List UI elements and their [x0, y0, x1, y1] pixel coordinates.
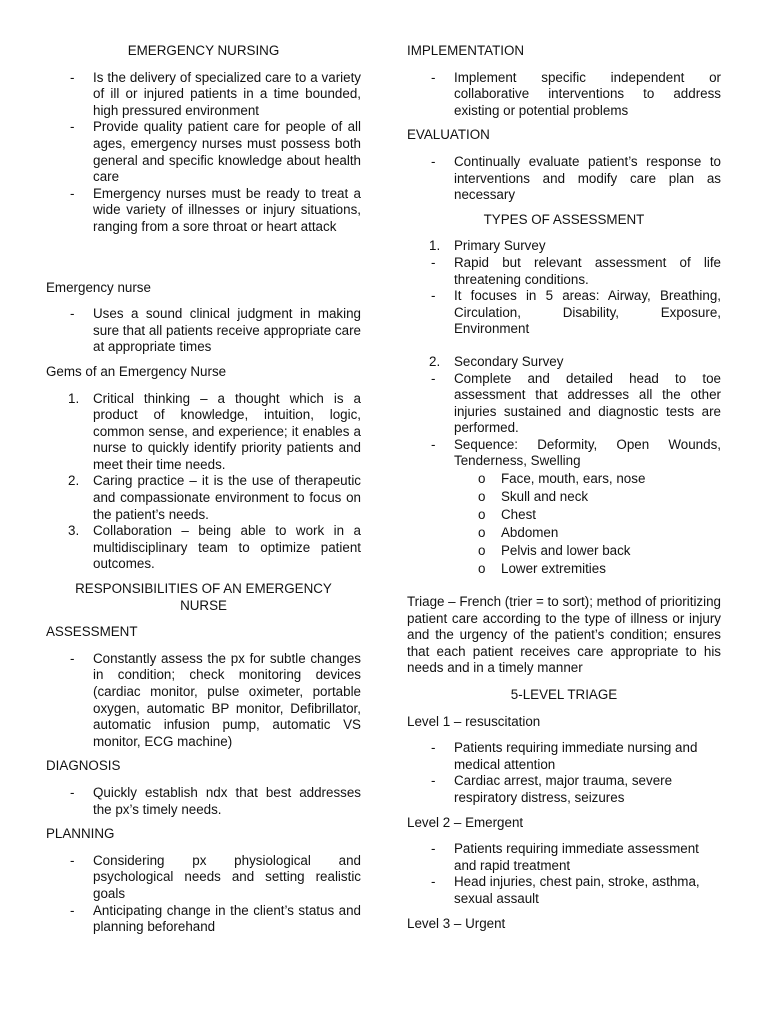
- assessment-label: ASSESSMENT: [46, 624, 138, 640]
- list-item: - Complete and detailed head to toe assessment that addresses all the other injuries sustained and diagnostic tests are performed.: [431, 370, 721, 436]
- list-item: - Patients requiring immediate nursing and medical attention: [431, 740, 698, 772]
- implementation-list: [407, 70, 721, 120]
- level-2-label: Level 2 – Emergent: [407, 814, 524, 830]
- list-item: o Abdomen: [478, 525, 559, 541]
- list-item: - Continually evaluate patient’s response to interventions and modify care plan as necessary: [431, 153, 721, 203]
- list-item: - Anticipating change in the client’s status and planning beforehand: [70, 902, 361, 935]
- list-item: - Sequence: Deformity, Open Wounds, Tenderness, Swelling: [431, 436, 721, 469]
- level-3-label: Level 3 – Urgent: [407, 915, 506, 931]
- assessment-list: [46, 651, 361, 751]
- list-item: - Constantly assess the px for subtle changes in condition; check monitoring devices (cardiac monitor, pulse oximeter, portable oxygen, automatic BP monitor, Defibrillator, automatic infusion pump, automatic VS monitor, ECG machine): [70, 650, 361, 749]
- five-level-triage-heading: 5-LEVEL TRIAGE: [510, 687, 618, 703]
- responsibilities-heading: RESPONSIBILITIES OF AN EMERGENCY NURSE: [75, 581, 332, 613]
- gems-list: [46, 391, 361, 574]
- list-item: 3. Collaboration – being able to work in a multidisciplinary team to optimize patient outcomes.: [68, 523, 361, 572]
- list-item: 2. Caring practice – it is the use of therapeutic and compassionate environment to focus on the patient’s needs.: [68, 473, 361, 522]
- list-item: o Pelvis and lower back: [478, 543, 631, 559]
- planning-list: [46, 853, 361, 936]
- level-2-list: [407, 841, 721, 907]
- diagnosis-label: DIAGNOSIS: [46, 758, 121, 774]
- gems-label: Gems of an Emergency Nurse: [46, 363, 227, 379]
- level-1-list: [407, 740, 721, 806]
- level-1-label: Level 1 – resuscitation: [407, 713, 541, 729]
- list-item: o Face, mouth, ears, nose: [478, 471, 646, 487]
- list-item: - Head injuries, chest pain, stroke, asthma, sexual assault: [431, 874, 700, 906]
- list-item: - Emergency nurses must be ready to treat a wide variety of illnesses or injury situations, ranging from a sore throat or heart attack: [70, 185, 361, 234]
- sequence-list: [407, 470, 721, 578]
- primary-survey-list: [407, 255, 721, 338]
- list-item: - Uses a sound clinical judgment in making sure that all patients receive appropriate care at appropriate times: [70, 306, 361, 355]
- list-item: 2. Secondary Survey: [429, 353, 564, 369]
- left-column: [46, 43, 361, 944]
- secondary-survey-list: [407, 371, 721, 471]
- triage-definition: Triage – French (trier = to sort); method of prioritizing patient care according to the type of illness or injury and the urgency of the patient’s condition; ensures that each patient receives care appropriate to his needs and in a timely manner: [407, 594, 721, 676]
- list-item: 1. Primary Survey: [429, 238, 546, 254]
- right-column: [407, 43, 721, 942]
- emergency-nurse-label: Emergency nurse: [46, 279, 151, 295]
- title-emergency-nursing: EMERGENCY NURSING: [127, 43, 280, 58]
- list-item: o Lower extremities: [478, 561, 606, 577]
- list-item: - Rapid but relevant assessment of life threatening conditions.: [431, 254, 721, 287]
- evaluation-label: EVALUATION: [407, 127, 490, 143]
- secondary-survey: [407, 354, 721, 371]
- intro-list: [46, 70, 361, 236]
- planning-label: PLANNING: [46, 826, 115, 842]
- types-of-assessment-heading: TYPES OF ASSESSMENT: [483, 211, 645, 227]
- emergency-nurse-list: [46, 306, 361, 356]
- list-item: 1. Critical thinking – a thought which is a product of knowledge, intuition, logic, common sense, and experience; it enables a nurse to quickly identify priority patients and meet their time needs.: [68, 390, 361, 472]
- list-item: - Quickly establish ndx that best addresses the px’s timely needs.: [70, 784, 361, 817]
- list-item: - Provide quality patient care for people of all ages, emergency nurses must possess both general and specific knowledge about health care: [70, 119, 361, 185]
- list-item: - Is the delivery of specialized care to a variety of ill or injured patients in a time bounded, high pressured environment: [70, 69, 361, 118]
- implementation-label: IMPLEMENTATION: [407, 43, 525, 58]
- list-item: o Skull and neck: [478, 489, 589, 505]
- evaluation-list: [407, 154, 721, 204]
- diagnosis-list: [46, 785, 361, 818]
- list-item: - Patients requiring immediate assessment and rapid treatment: [431, 841, 699, 873]
- list-item: - It focuses in 5 areas: Airway, Breathing, Circulation, Disability, Exposure, Environment: [431, 288, 721, 337]
- list-item: - Considering px physiological and psychological needs and setting realistic goals: [70, 852, 361, 901]
- list-item: o Chest: [478, 507, 536, 523]
- list-item: - Implement specific independent or collaborative interventions to address existing or potential problems: [431, 69, 721, 118]
- list-item: - Cardiac arrest, major trauma, severe respiratory distress, seizures: [431, 773, 673, 805]
- primary-survey: [407, 238, 721, 255]
